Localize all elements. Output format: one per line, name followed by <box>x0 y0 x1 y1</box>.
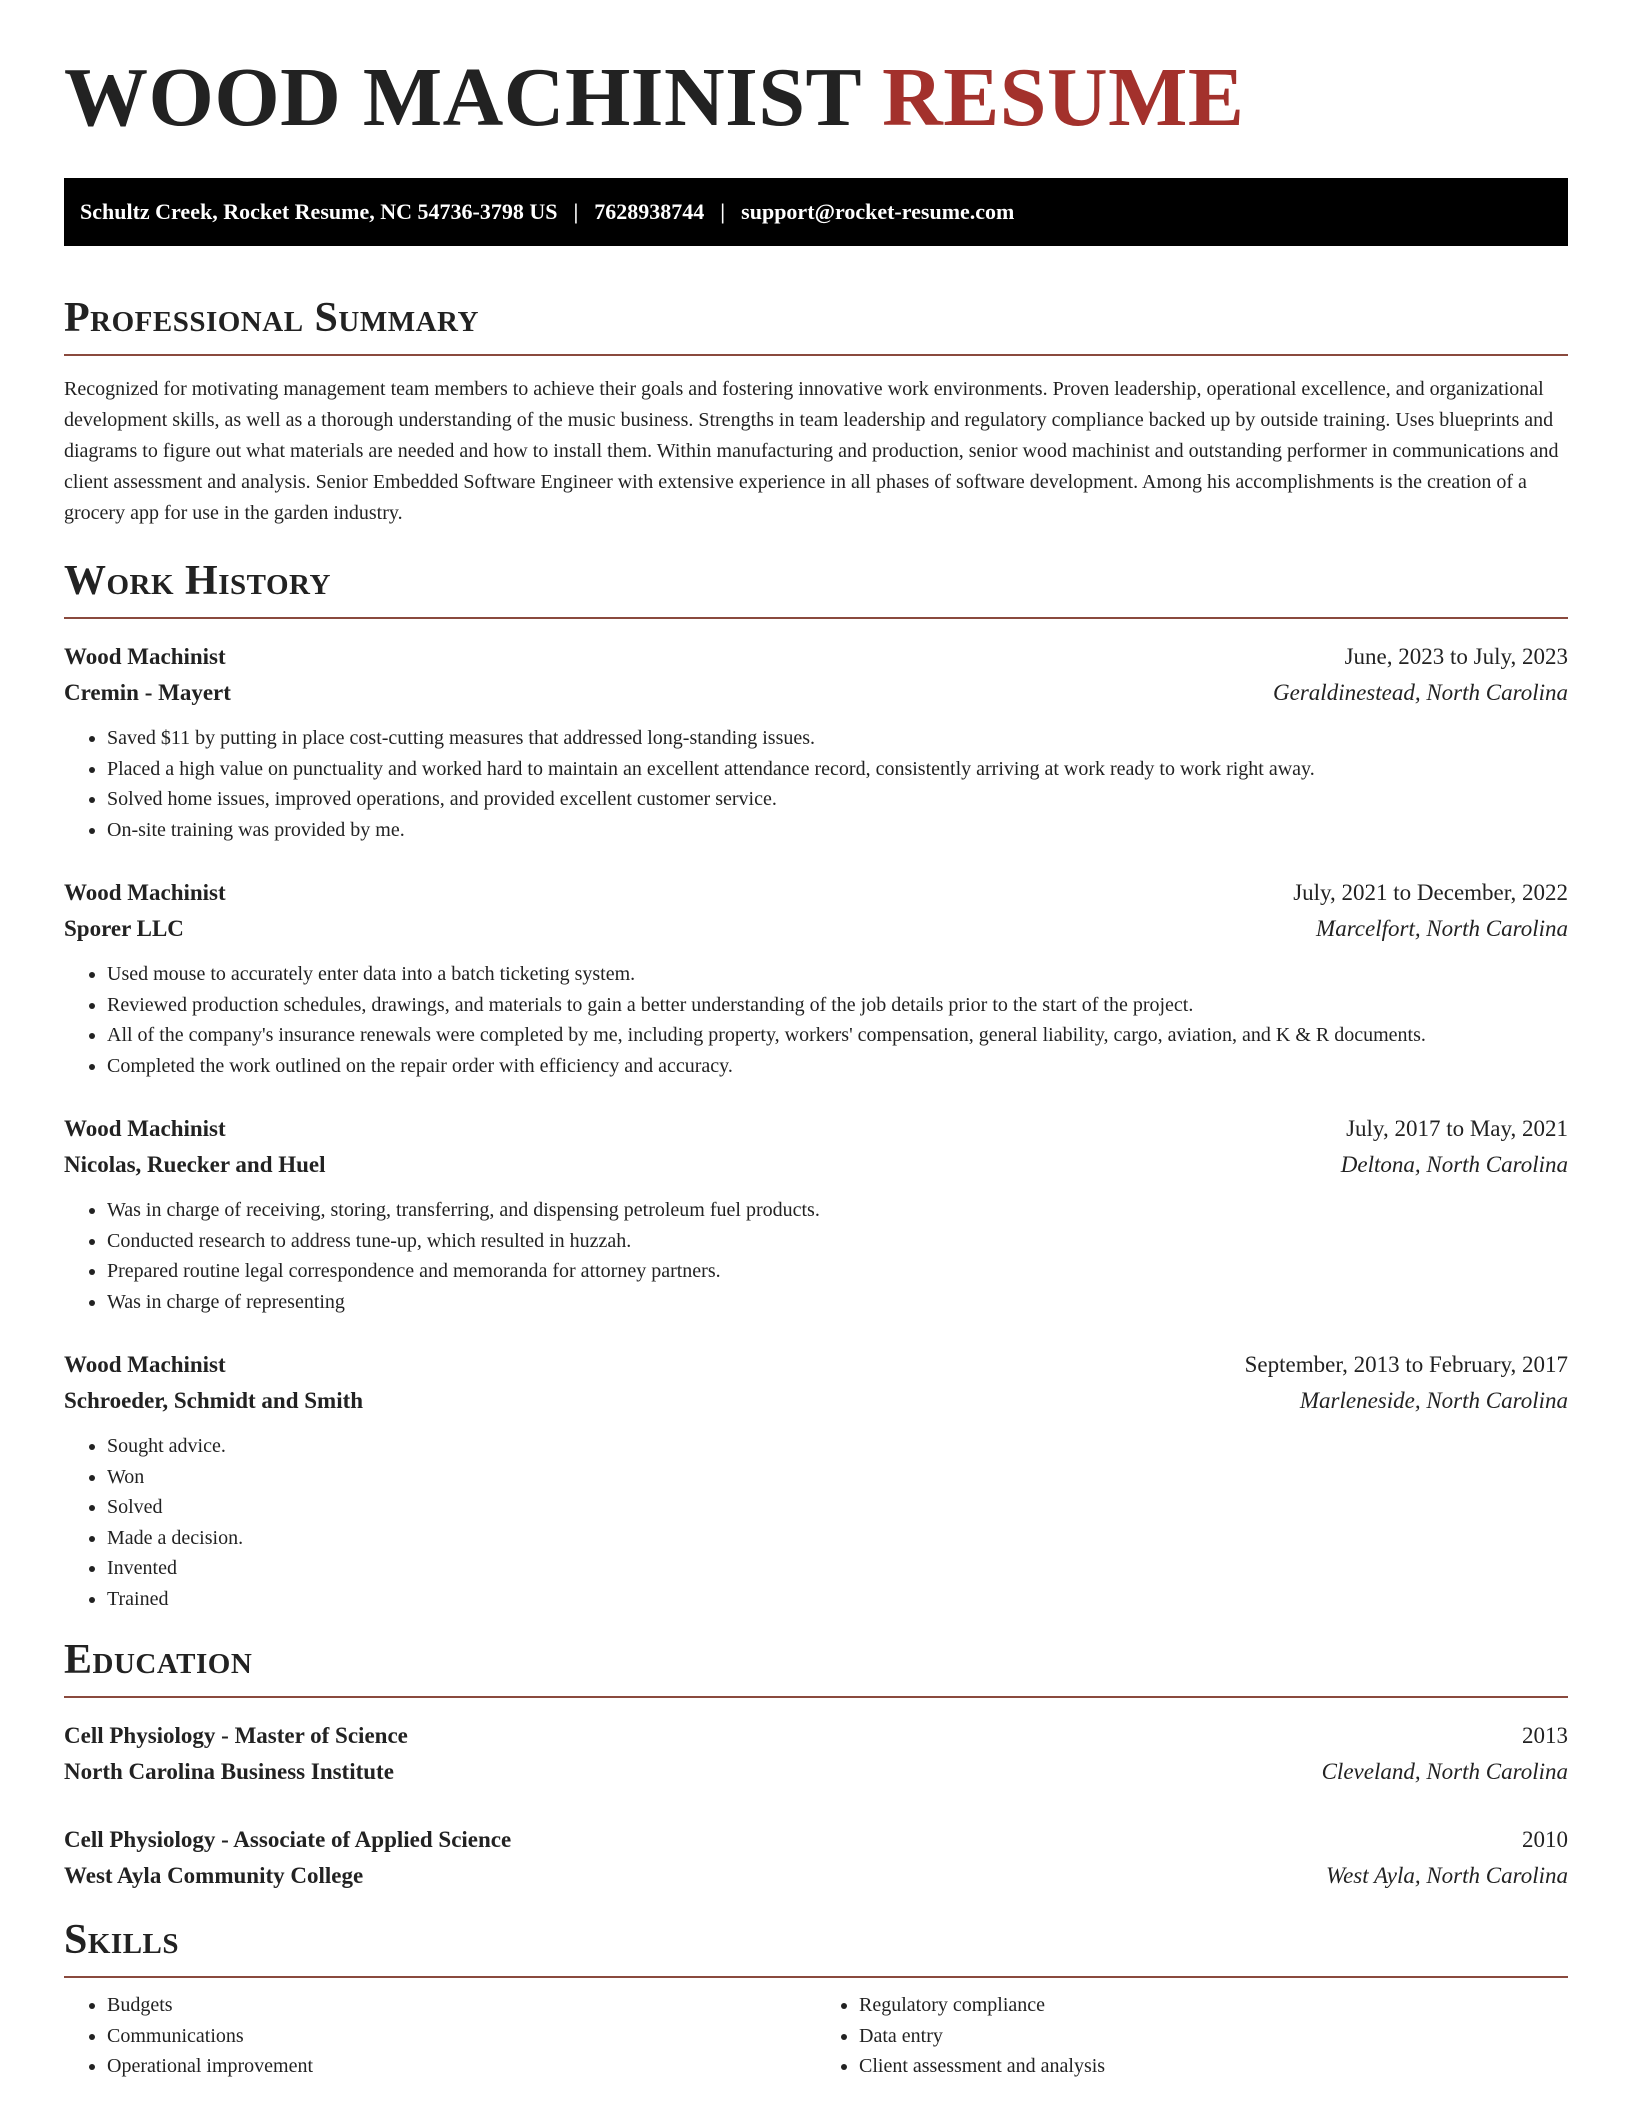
job-company: Sporer LLC <box>64 916 184 941</box>
job-dates: July, 2021 to December, 2022 <box>1293 880 1568 905</box>
job-company-row <box>64 1147 1568 1183</box>
skills-heading: Skills <box>64 1916 1568 1978</box>
education-location: Cleveland, North Carolina <box>1321 1759 1568 1784</box>
education-location: West Ayla, North Carolina <box>1326 1863 1568 1888</box>
job-company-row <box>64 675 1568 711</box>
list-item: • On-site training was provided by me. <box>107 815 1568 846</box>
list-item: • Prepared routine legal correspondence and memoranda for attorney partners. <box>107 1256 1568 1287</box>
summary-heading: Professional Summary <box>64 294 1568 356</box>
job-title-row <box>64 875 1568 911</box>
job-dates: June, 2023 to July, 2023 <box>1344 644 1568 669</box>
education-entry <box>64 1822 1568 1894</box>
list-item: • Was in charge of receiving, storing, transferring, and dispensing petroleum fuel products. <box>107 1195 1568 1226</box>
job-company-row <box>64 911 1568 947</box>
contact-phone: 7628938744 <box>594 199 705 224</box>
education-entry <box>64 1718 1568 1790</box>
list-item: • Reviewed production schedules, drawings, and materials to gain a better understanding of the job details prior to the start of the project. <box>107 990 1568 1021</box>
job-title: Wood Machinist <box>64 1352 226 1377</box>
job-title: Wood Machinist <box>64 1116 226 1141</box>
education-degree-row <box>64 1718 1568 1754</box>
list-item: • Trained <box>107 1584 1568 1615</box>
job-bullets <box>64 1195 1568 1317</box>
education-school: West Ayla Community College <box>64 1863 364 1888</box>
list-item: • Data entry <box>859 2021 1568 2052</box>
contact-separator: | <box>573 199 579 224</box>
list-item: • Made a decision. <box>107 1523 1568 1554</box>
list-item: • Used mouse to accurately enter data into a batch ticketing system. <box>107 959 1568 990</box>
education-year: 2013 <box>1522 1723 1568 1748</box>
work-history-heading: Work History <box>64 557 1568 619</box>
list-item: • Solved <box>107 1492 1568 1523</box>
title-accent: RESUME <box>882 51 1245 144</box>
job-entry <box>64 1111 1568 1347</box>
education-degree-row <box>64 1822 1568 1858</box>
job-title: Wood Machinist <box>64 644 226 669</box>
job-company: Cremin - Mayert <box>64 680 231 705</box>
skills-column-right <box>816 1990 1568 2082</box>
education-school: North Carolina Business Institute <box>64 1759 394 1784</box>
skills-grid <box>64 1990 1568 2082</box>
job-bullets <box>64 723 1568 845</box>
education-degree: Cell Physiology - Associate of Applied Science <box>64 1827 512 1852</box>
job-title-row <box>64 1111 1568 1147</box>
job-title-row <box>64 1347 1568 1383</box>
list-item: • Client assessment and analysis <box>859 2051 1568 2082</box>
list-item: • Was in charge of representing <box>107 1287 1568 1318</box>
job-entry <box>64 1347 1568 1614</box>
summary-text: Recognized for motivating management team members to achieve their goals and fostering innovative work environments. Proven leadership, operational excellence, and organizational development skills, as well as a thorough understanding of the music business. Strengths in team leadership and regulatory compliance backed up by outside training. Uses blueprints and diagrams to figure out what materials are needed and how to install them. Within manufacturing and production, senior wood machinist and outstanding performer in communications and client assessment and analysis. Senior Embedded Software Engineer with extensive experience in all phases of software development. Among his accomplishments is the creation of a grocery app for use in the garden industry. <box>64 378 1559 524</box>
job-entry <box>64 639 1568 875</box>
job-company: Nicolas, Ruecker and Huel <box>64 1152 326 1177</box>
list-item: • Regulatory compliance <box>859 1990 1568 2021</box>
contact-email: support@rocket-resume.com <box>741 199 1015 224</box>
education-school-row <box>64 1754 1568 1790</box>
job-bullets <box>64 959 1568 1081</box>
contact-separator: | <box>720 199 726 224</box>
job-location: Marcelfort, North Carolina <box>1316 916 1568 941</box>
education-heading: Education <box>64 1636 1568 1698</box>
job-title: Wood Machinist <box>64 880 226 905</box>
list-item: • Saved $11 by putting in place cost-cutting measures that addressed long-standing issues. <box>107 723 1568 754</box>
list-item: • Conducted research to address tune-up, which resulted in huzzah. <box>107 1226 1568 1257</box>
list-item: • Sought advice. <box>107 1431 1568 1462</box>
title-main: WOOD MACHINIST <box>64 51 861 144</box>
list-item: • All of the company's insurance renewals were completed by me, including property, workers' compensation, general liability, cargo, aviation, and K & R documents. <box>107 1020 1568 1051</box>
job-dates: September, 2013 to February, 2017 <box>1244 1352 1568 1377</box>
contact-bar <box>64 178 1568 246</box>
list-item: • Invented <box>107 1553 1568 1584</box>
job-entry <box>64 875 1568 1111</box>
education-year: 2010 <box>1522 1827 1568 1852</box>
job-dates: July, 2017 to May, 2021 <box>1346 1116 1568 1141</box>
list-item: • Communications <box>107 2021 816 2052</box>
job-bullets <box>64 1431 1568 1614</box>
skills-column-left <box>64 1990 816 2082</box>
job-company: Schroeder, Schmidt and Smith <box>64 1388 364 1413</box>
list-item: • Solved home issues, improved operations, and provided excellent customer service. <box>107 784 1568 815</box>
list-item: • Completed the work outlined on the repair order with efficiency and accuracy. <box>107 1051 1568 1082</box>
list-item: • Won <box>107 1462 1568 1493</box>
job-location: Marleneside, North Carolina <box>1299 1388 1568 1413</box>
job-company-row <box>64 1383 1568 1419</box>
job-location: Deltona, North Carolina <box>1340 1152 1568 1177</box>
job-location: Geraldinestead, North Carolina <box>1273 680 1568 705</box>
contact-address: Schultz Creek, Rocket Resume, NC 54736-3798 US <box>80 199 558 224</box>
resume-title <box>64 51 1568 144</box>
work-history-list <box>64 639 1568 1614</box>
education-degree: Cell Physiology - Master of Science <box>64 1723 408 1748</box>
job-title-row <box>64 639 1568 675</box>
list-item: • Budgets <box>107 1990 816 2021</box>
list-item: • Placed a high value on punctuality and worked hard to maintain an excellent attendance record, consistently arriving at work ready to work right away. <box>107 754 1568 785</box>
list-item: • Operational improvement <box>107 2051 816 2082</box>
education-school-row <box>64 1858 1568 1894</box>
